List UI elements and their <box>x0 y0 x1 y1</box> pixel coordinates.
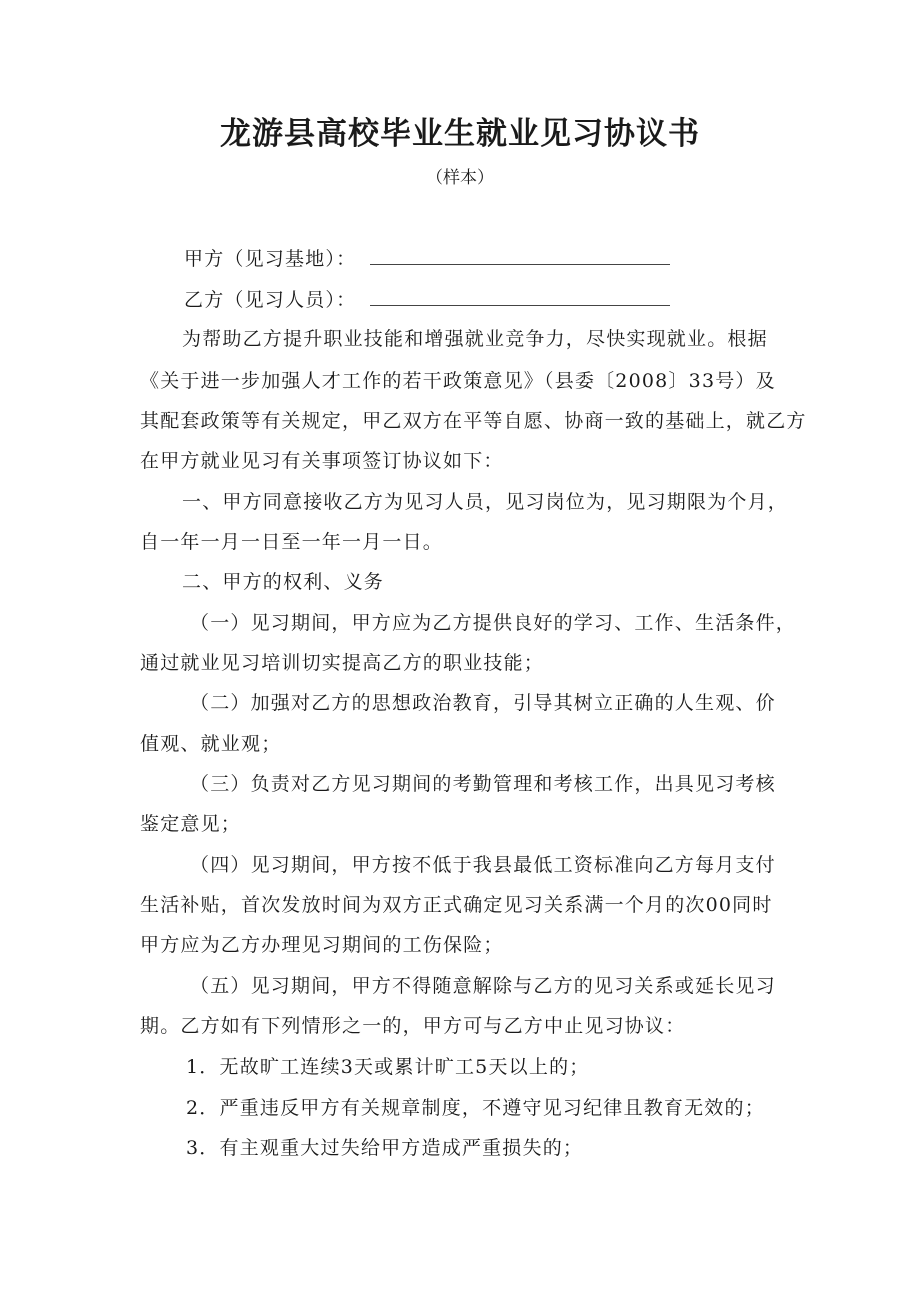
document-title: 龙游县高校毕业生就业见习协议书 <box>220 116 700 152</box>
clause-line: 甲方应为乙方办理见习期间的工伤保险； <box>140 934 504 956</box>
list-item: 2．严重违反甲方有关规章制度，不遵守见习纪律且教育无效的； <box>186 1097 765 1119</box>
party-a-blank-field[interactable] <box>370 244 670 265</box>
clause-line: 通过就业见习培训切实提高乙方的职业技能； <box>140 652 545 674</box>
party-b-blank-field[interactable] <box>370 285 670 306</box>
clause-line: （四）见习期间，甲方按不低于我县最低工资标准向乙方每月支付 <box>190 854 776 876</box>
list-item: 3．有主观重大过失给甲方造成严重损失的； <box>186 1137 584 1159</box>
clause-line: 鉴定意见； <box>140 813 242 835</box>
paragraph-line: 《关于进一步加强人才工作的若干政策意见》（县委〔2008〕33号）及 <box>140 370 776 392</box>
clause-line: 值观、就业观； <box>140 733 282 755</box>
clause-line: （五）见习期间，甲方不得随意解除与乙方的见习关系或延长见习 <box>190 975 776 997</box>
paragraph-line: 其配套政策等有关规定，甲乙双方在平等自愿、协商一致的基础上，就乙方 <box>140 410 807 432</box>
clause-line: 自一年一月一日至一年一月一日。 <box>140 531 444 553</box>
clause-line: 生活补贴，首次发放时间为双方正式确定见习关系满一个月的次00同时 <box>140 894 773 916</box>
party-b-line <box>140 285 844 315</box>
paragraph-line: 在甲方就业见习有关事项签订协议如下： <box>140 450 504 472</box>
list-item: 1．无故旷工连续3天或累计旷工5天以上的； <box>186 1056 590 1078</box>
clause-line: 一、甲方同意接收乙方为见习人员，见习岗位为，见习期限为个月， <box>182 491 789 513</box>
clause-line: （三）负责对乙方见习期间的考勤管理和考核工作，出具见习考核 <box>190 773 776 795</box>
party-b-label: 乙方（见习人员）： <box>184 289 357 311</box>
clause-heading: 二、甲方的权利、义务 <box>182 571 385 593</box>
party-a-line <box>140 244 844 274</box>
party-a-label: 甲方（见习基地）： <box>184 248 357 270</box>
clause-line: （二）加强对乙方的思想政治教育，引导其树立正确的人生观、价 <box>190 692 776 714</box>
clause-line: 期。乙方如有下列情形之一的，甲方可与乙方中止见习协议： <box>140 1015 686 1037</box>
clause-line: （一）见习期间，甲方应为乙方提供良好的学习、工作、生活条件， <box>190 612 797 634</box>
paragraph-line: 为帮助乙方提升职业技能和增强就业竞争力，尽快实现就业。根据 <box>182 328 768 350</box>
document-subtitle: （样本） <box>426 168 494 188</box>
